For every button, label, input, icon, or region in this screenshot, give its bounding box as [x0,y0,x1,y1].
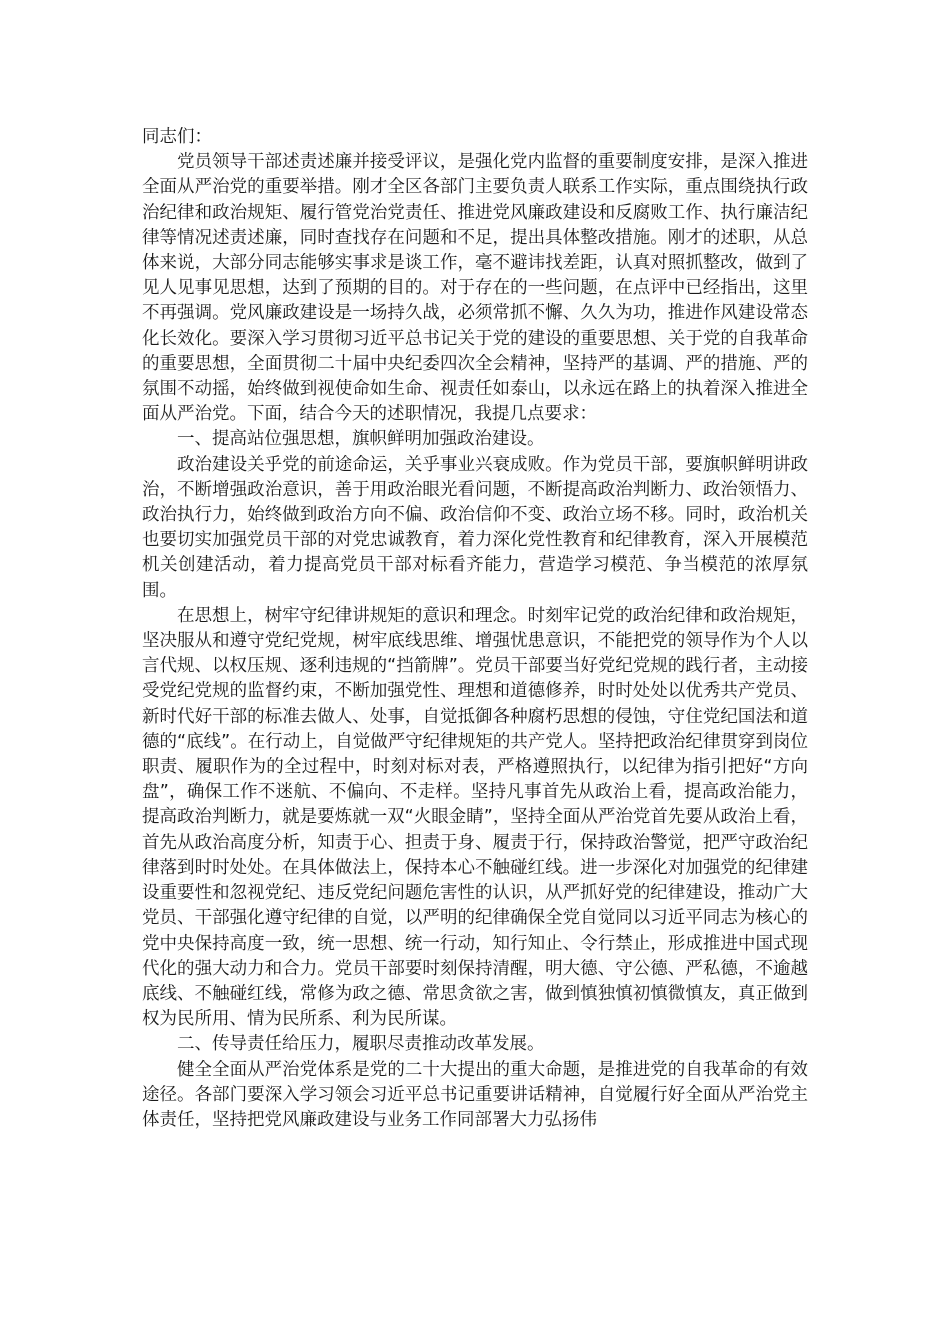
section-heading-1: 一、提高站位强思想，旗帜鲜明加强政治建设。 [177,429,545,450]
paragraph-discipline: 在思想上，树牢守纪律讲规矩的意识和理念。时刻牢记党的政治纪律和政治规矩，坚决服从和遵守党纪党规，树牢底线思维、增强忧患意识，不能把党的领导作为个人以言代规、以权压规、逐利违规的“挡箭牌”。党员干部要当好党纪党规的践行者，主动接受党纪党规的监督约束，不断加强党性、理想和道德修养，时时处处以优秀共产党员、新时代好干部的标准去做人、处事，自觉抵御各种腐朽思想的侵蚀，守住党纪国法和道德的“底线”。在行动上，自觉做严守纪律规矩的共产党人。坚持把政治纪律贯穿到岗位职责、履职作为的全过程中，时刻对标对表，严格遵照执行，以纪律为指引把好“方向盘”，确保工作不迷航、不偏向、不走样。坚持凡事首先从政治上看，提高政治能力，提高政治判断力，就是要炼就一双“火眼金睛”，坚持全面从严治党首先要从政治上看，首先从政治高度分析，知责于心、担责于身、履责于行，保持政治警觉，把严守政治纪律落到时时处处。在具体做法上，保持本心不触碰红线。进一步深化对加强党的纪律建设重要性和忽视党纪、违反党纪问题危害性的认识，从严抓好党的纪律建设，推动广大党员、干部强化遵守纪律的自觉，以严明的纪律确保全党自觉同以习近平同志为核心的党中央保持高度一致，统一思想、统一行动，知行知止、令行禁止，形成推进中国式现代化的强大动力和合力。党员干部要时刻保持清醒，明大德、守公德、严私德，不逾越底线、不触碰红线，常修为政之德、常思贪欲之害，做到慎独慎初慎微慎友，真正做到权为民所用、情为民所系、利为民所谋。 [142,605,808,1030]
paragraph-political-building: 政治建设关乎党的前途命运，关乎事业兴衰成败。作为党员干部，要旗帜鲜明讲政治，不断增强政治意识，善于用政治眼光看问题，不断提高政治判断力、政治领悟力、政治执行力，始终做到政治方向不偏、政治信仰不变、政治立场不移。同时，政治机关也要切实加强党员干部的对党忠诚教育，着力深化党性教育和纪律教育，深入开展模范机关创建活动，着力提高党员干部对标看齐能力，营造学习模范、争当模范的浓厚氛围。 [142,454,808,601]
section-heading-2: 二、传导责任给压力，履职尽责推动改革发展。 [177,1034,545,1055]
paragraph-opening: 党员领导干部述责述廉并接受评议，是强化党内监督的重要制度安排，是深入推进全面从严治党的重要举措。刚才全区各部门主要负责人联系工作实际，重点围绕执行政治纪律和政治规矩、履行管党治党责任、推进党风廉政建设和反腐败工作、执行廉洁纪律等情况述责述廉，同时查找存在问题和不足，提出具体整改措施。刚才的述职，从总体来说，大部分同志能够实事求是谈工作，毫不避讳找差距，认真对照抓整改，做到了见人见事见思想，达到了预期的目的。对于存在的一些问题，在点评中已经指出，这里不再强调。党风廉政建设是一场持久战，必须常抓不懈、久久为功，推进作风建设常态化长效化。要深入学习贯彻习近平总书记关于党的建设的重要思想、关于党的自我革命的重要思想，全面贯彻二十届中央纪委四次全会精神，坚持严的基调、严的措施、严的氛围不动摇，始终做到视使命如生命、视责任如泰山，以永远在路上的执着深入推进全面从严治党。下面，结合今天的述职情况，我提几点要求： [142,152,808,425]
salutation: 同志们： [142,127,212,147]
paragraph-responsibility: 健全全面从严治党体系是党的二十大提出的重大命题，是推进党的自我革命的有效途径。各部门要深入学习领会习近平总书记重要讲话精神，自觉履行好全面从严治党主体责任，坚持把党风廉政建设与业务工作同部署大力弘扬伟 [142,1059,808,1130]
document-body [142,125,808,1133]
